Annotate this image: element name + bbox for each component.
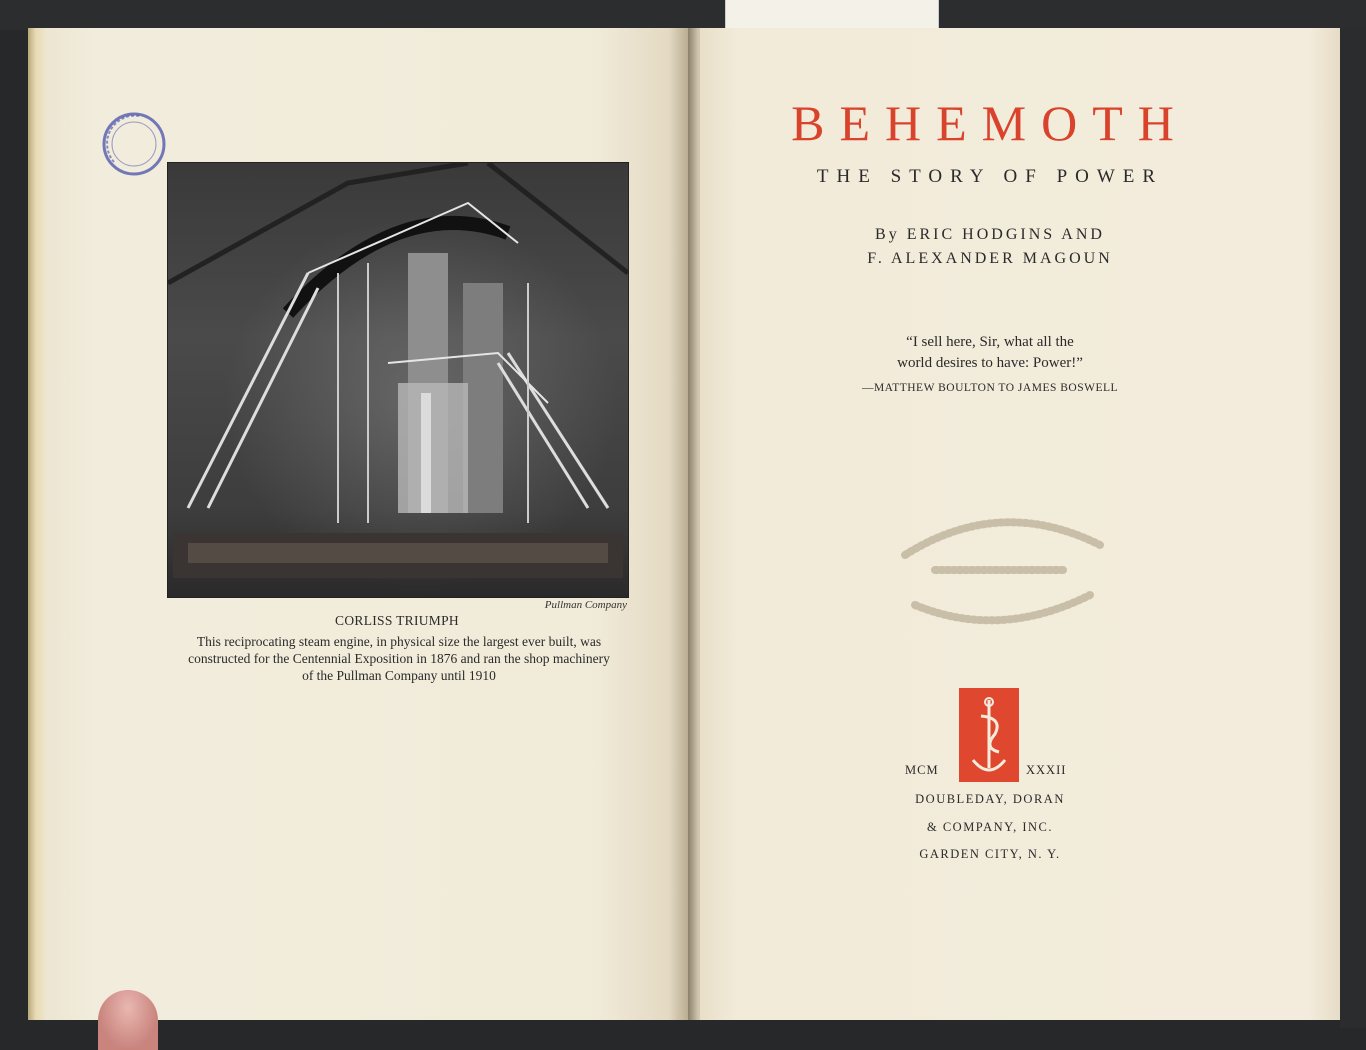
epigraph-attribution: —MATTHEW BOULTON TO JAMES BOSWELL bbox=[861, 382, 1119, 394]
year-right: XXXII bbox=[1026, 763, 1067, 777]
authors-line-1: By ERIC HODGINS AND bbox=[875, 226, 1105, 243]
thumb bbox=[98, 990, 158, 1050]
authors-line-2: F. ALEXANDER MAGOUN bbox=[867, 250, 1113, 267]
caption-title: CORLISS TRIUMPH bbox=[335, 613, 459, 628]
book-subtitle: THE STORY OF POWER bbox=[816, 166, 1164, 187]
anchor-dolphin-icon bbox=[959, 688, 1019, 782]
epigraph-line-2: world desires to have: Power!” bbox=[897, 355, 1083, 371]
book-cover-top bbox=[0, 0, 1366, 30]
library-stamp bbox=[100, 104, 170, 184]
embossed-library-stamp bbox=[890, 500, 1110, 650]
publisher-line-1: DOUBLEDAY, DORAN bbox=[915, 792, 1065, 806]
publisher-line-3: GARDEN CITY, N. Y. bbox=[919, 847, 1061, 861]
epigraph-line-1: “I sell here, Sir, what all the bbox=[906, 334, 1074, 350]
photo-credit: Pullman Company bbox=[544, 599, 627, 611]
steam-engine-photo bbox=[167, 162, 629, 598]
book-title: BEHEMOTH bbox=[791, 95, 1189, 151]
publisher-logo bbox=[959, 688, 1019, 782]
year-left: MCM bbox=[905, 763, 939, 777]
book-cover-right bbox=[1340, 28, 1366, 1028]
caption-body: This reciprocating steam engine, in physical size the largest ever built, was constructed for the Centennial Exposition in 1876 and ran the shop machinery of the Pullman Company until 1910 bbox=[188, 634, 610, 683]
publisher-line-2: & COMPANY, INC. bbox=[926, 820, 1053, 834]
